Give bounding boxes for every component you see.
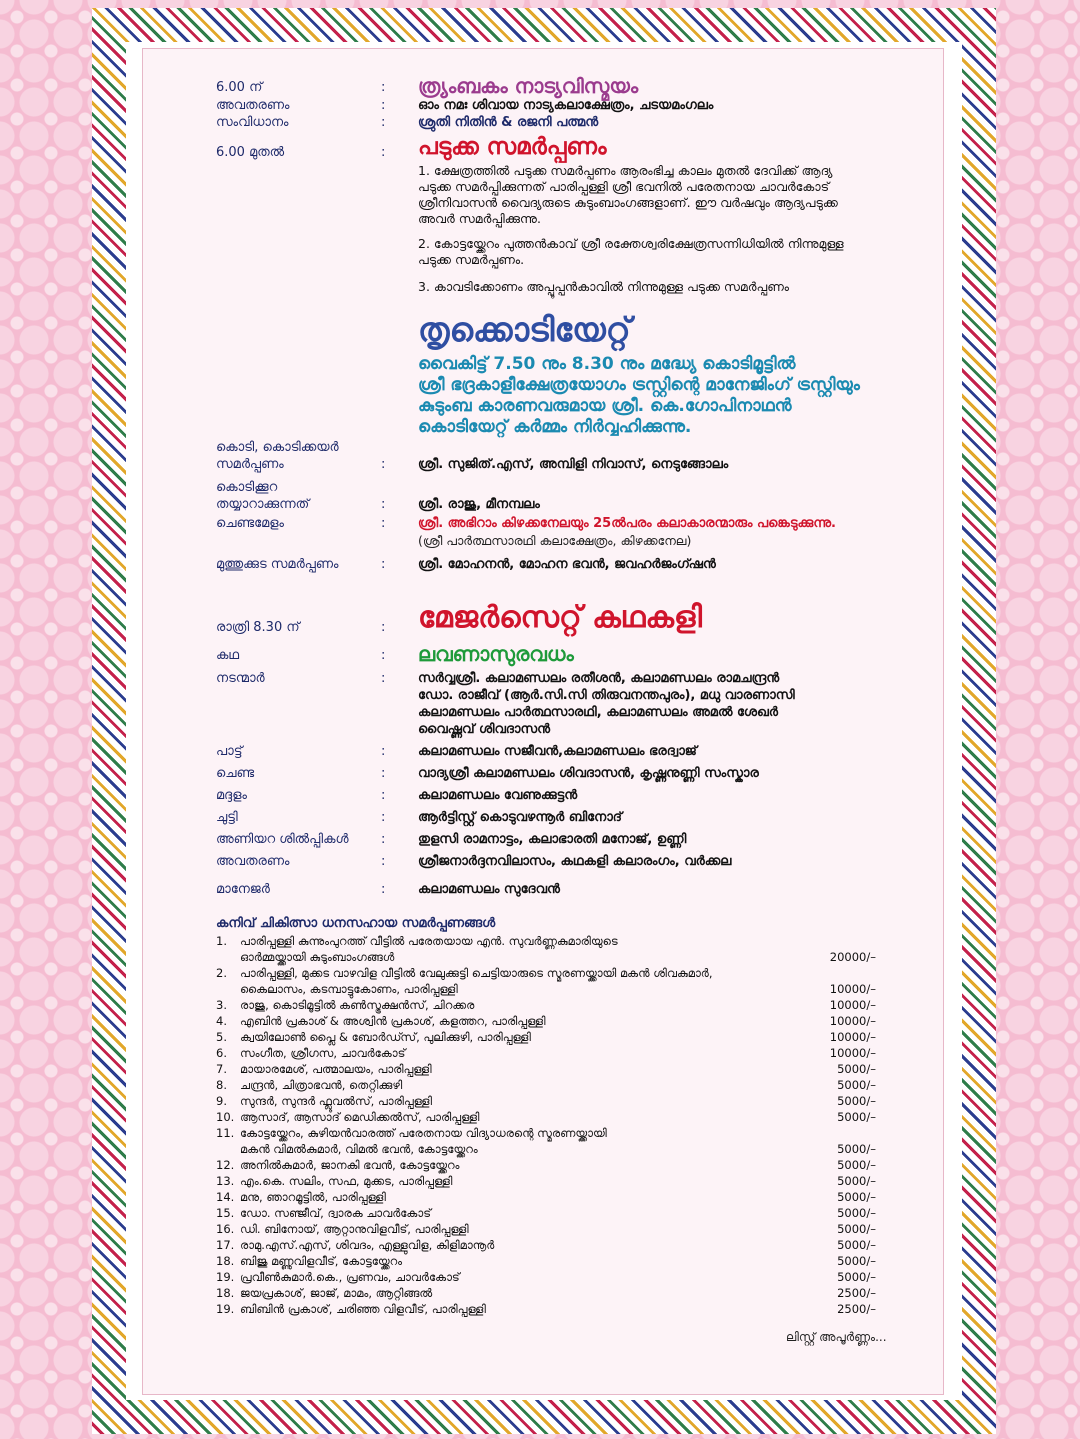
- event1-title: ത്ര്യംബകം നാട്യവിസ്മയം: [418, 74, 639, 98]
- colon: :: [381, 766, 386, 781]
- event1-row-value: ശ്രുതി നിതിൻ & രജനി പത്മൻ: [418, 115, 599, 130]
- donation-number: 3.: [216, 998, 227, 1012]
- donation-item: [216, 1077, 876, 1093]
- donation-item: [216, 1301, 876, 1317]
- padukka-item: 2. കോട്ടയ്ക്കേറം പുത്തൻകാവ് ശ്രീ രക്തേശ്വരിക്ഷേത്രസന്നിധിയിൽ നിന്നുമുള്ള പടുക്ക സമർപ്പണം.: [418, 236, 844, 267]
- event2-time: 6.00 മുതൽ: [216, 145, 285, 160]
- donation-donor: ഡോ. സഞ്ജീവ്, ദ്വാരക ചാവർകോട്: [240, 1206, 432, 1220]
- kathakali-row-value: ശ്രീജനാർദ്ദനവിലാസം, കഥകളി കലാരംഗം, വർക്കല: [418, 854, 732, 869]
- padukka-item: 3. കാവടിക്കോണം അപ്പൂപ്പൻകാവിൽ നിന്നുമുള്ള പടുക്ക സമർപ്പണം: [418, 279, 790, 294]
- colon: :: [381, 497, 386, 512]
- chendamelam-value: ശ്രീ. അഭിറാം കിഴക്കനേലയും 25ൽപരം കലാകാരന്മാരും പങ്കെടുക്കുന്നു.: [418, 516, 836, 531]
- donation-amount: 10000/–: [829, 1030, 876, 1044]
- colon: :: [381, 115, 386, 130]
- donation-item: [216, 1189, 876, 1205]
- donation-number: 5.: [216, 1030, 227, 1044]
- donation-amount: 2500/–: [837, 1302, 876, 1316]
- donation-item: [216, 1285, 876, 1301]
- donation-donor: മനു, ഞാറമൂട്ടിൽ, പാരിപ്പള്ളി: [240, 1190, 386, 1204]
- donation-item: [216, 1045, 876, 1061]
- colon: :: [381, 788, 386, 803]
- donation-number: 18.: [216, 1254, 235, 1268]
- donation-number: 10.: [216, 1110, 235, 1124]
- donation-item: [216, 1093, 876, 1109]
- donation-item: [216, 1253, 876, 1269]
- padukka-item: 1. ക്ഷേത്രത്തിൽ പടുക്ക സമർപ്പണം ആരംഭിച്ച കാലം മുതൽ ദേവിക്ക് ആദ്യ പടുക്ക സമർപ്പിക്കുന്നത് പാരിപ്പള്ളി ശ്രീ ഭവനിൽ പരേതനായ ചാവർകോട് ശ്രീനിവാസൻ വൈദ്യരുടെ കുടുംബാംഗങ്ങളാണ്. ഈ വർഷവും ആദ്യപടുക്ക അവർ സമർപ്പിക്കുന്നു.: [418, 163, 838, 226]
- donation-donor: രാജു, കൊടിമൂട്ടിൽ കൺസ്ട്രക്ഷൻസ്, ചിറക്കര: [240, 998, 475, 1012]
- kodiyettu-line: ശ്രീ ഭദ്രകാളീക്ഷേത്രയോഗം ട്രസ്റ്റിന്റെ മാനേജിംഗ് ട്രസ്റ്റിയും: [418, 375, 860, 395]
- kathakali-row-label: അവതരണം: [216, 854, 290, 869]
- kodiyettu-line: കുടുംബ കാരണവരുമായ ശ്രീ. കെ.ഗോപിനാഥൻ: [418, 396, 792, 416]
- event1-row-label: അവതരണം: [216, 98, 290, 113]
- event2-title: പടുക്ക സമർപ്പണം: [418, 134, 607, 160]
- colon: :: [381, 98, 386, 113]
- donation-amount: 10000/–: [829, 1014, 876, 1028]
- donation-number: 16.: [216, 1222, 235, 1236]
- kathakali-time: രാത്രി 8.30 ന്: [216, 620, 300, 635]
- donation-donor: ആസാദ്, ആസാദ് മെഡിക്കൽസ്, പാരിപ്പള്ളി: [240, 1110, 480, 1124]
- donation-number: 6.: [216, 1046, 227, 1060]
- donation-donor: എം.കെ. സലിം, സഫ, മുക്കട, പാരിപ്പള്ളി: [240, 1174, 453, 1188]
- donation-number: 4.: [216, 1014, 227, 1028]
- donation-donor: ബിബിൻ പ്രകാശ്, ചരിഞ്ഞ വിളവീട്, പാരിപ്പള്ളി: [240, 1302, 486, 1316]
- donation-number: 9.: [216, 1094, 227, 1108]
- nadanmar-line: സർവ്വശ്രീ. കലാമണ്ഡലം രതീശൻ, കലാമണ്ഡലം രാമചന്ദ്രൻ: [418, 671, 780, 686]
- katha-label: കഥ: [216, 648, 240, 663]
- kodiyettu-line: വൈകിട്ട് 7.50 നും 8.30 നും മദ്ധ്യേ കൊടിമൂട്ടിൽ: [418, 354, 796, 374]
- donation-donor: പാരിപ്പള്ളി കുന്നുംപുറത്ത് വീട്ടിൽ പരേതയായ എൻ. സുവർണ്ണകുമാരിയുടെ ഓർമ്മയ്ക്കായി കുടുംബാംഗങ്ങൾ: [240, 934, 618, 964]
- chendamelam-label: ചെണ്ടമേളം: [216, 516, 284, 531]
- donation-number: 19.: [216, 1270, 235, 1284]
- kodiyettu-line: കൊടിയേറ്റ് കർമ്മം നിർവ്വഹിക്കുന്നു.: [418, 417, 692, 437]
- donation-donor: എബിൻ പ്രകാശ് & അശ്വിൻ പ്രകാശ്, കളത്തറ, പാരിപ്പള്ളി: [240, 1014, 546, 1028]
- nadanmar-line: ഡോ. രാജീവ് (ആർ.സി.സി തിരുവനന്തപുരം), മധു വാരണാസി: [418, 688, 795, 703]
- donation-donor: അനിൽകുമാർ, ജാനകി ഭവൻ, കോട്ടയ്ക്കേറം: [240, 1158, 460, 1172]
- muthukkuda-value: ശ്രീ. മോഹനൻ, മോഹന ഭവൻ, ജവഹർജംഗ്ഷൻ: [418, 557, 716, 572]
- donation-amount: 10000/–: [829, 982, 876, 996]
- donation-amount: 5000/–: [837, 1078, 876, 1092]
- kodi-value: ശ്രീ. സുജിത്.എസ്, അമ്പിളി നിവാസ്, നെടുങ്ങോലം: [418, 457, 729, 472]
- donation-donor: സംഗീത, ശ്രീഗസ, ചാവർകോട്: [240, 1046, 406, 1060]
- nadanmar-label: നടന്മാർ: [216, 671, 265, 686]
- kodi-label: സമർപ്പണം: [216, 457, 284, 472]
- colon: :: [381, 744, 386, 759]
- donation-amount: 5000/–: [837, 1254, 876, 1268]
- donation-item: [216, 1125, 876, 1157]
- donation-donor: ഡി. ബിനോയ്, ആറ്റാനുവിളവീട്, പാരിപ്പള്ളി: [240, 1222, 469, 1236]
- donation-donor: മായാരമേശ്, പത്മാലയം, പാരിപ്പള്ളി: [240, 1062, 432, 1076]
- kathakali-title: മേജർസെറ്റ് കഥകളി: [418, 600, 702, 635]
- muthukkuda-label: മുത്തുക്കുട സമർപ്പണം: [216, 557, 339, 572]
- donation-number: 7.: [216, 1062, 227, 1076]
- donation-item: [216, 997, 876, 1013]
- donation-item: [216, 1013, 876, 1029]
- kathakali-row-label: ചെണ്ട: [216, 766, 255, 781]
- kathakali-row-label: അണിയറ ശിൽപ്പികൾ: [216, 832, 349, 847]
- kathakali-row-label: ചുട്ടി: [216, 810, 238, 825]
- donation-number: 12.: [216, 1158, 235, 1172]
- kathakali-row-value: കലാമണ്ഡലം സുദേവൻ: [418, 882, 560, 897]
- donation-item: [216, 1205, 876, 1221]
- katha-value: ലവണാസുരവധം: [418, 642, 574, 666]
- donation-donor: രാമു.എസ്.എസ്, ശിവദം, എള്ളുവിള, കിളിമാനൂർ: [240, 1238, 495, 1252]
- colon: :: [381, 457, 386, 472]
- event1-time: 6.00 ന്: [216, 80, 263, 95]
- kodi-label: കൊടി, കൊടിക്കയർ: [216, 440, 339, 455]
- kathakali-row-label: മദ്ദളം: [216, 788, 247, 803]
- donation-number: 2.: [216, 966, 227, 980]
- donation-item: [216, 1157, 876, 1173]
- kathakali-row-value: വാദ്യശ്രീ കലാമണ്ഡലം ശിവദാസൻ, കൃഷ്ണനുണ്ണി സംസ്കാര: [418, 766, 759, 781]
- donation-amount: 5000/–: [837, 1110, 876, 1124]
- colon: :: [381, 516, 386, 531]
- event1-row-label: സംവിധാനം: [216, 115, 289, 130]
- kodikkoora-label: തയ്യാറാക്കുന്നത്: [216, 497, 310, 512]
- donation-amount: 20000/–: [829, 950, 876, 964]
- donation-amount: 5000/–: [837, 1094, 876, 1108]
- nadanmar-line: കലാമണ്ഡലം പാർത്ഥസാരഥി, കലാമണ്ഡലം അമൽ ശേഖർ: [418, 705, 778, 720]
- donation-amount: 5000/–: [837, 1190, 876, 1204]
- colon: :: [381, 854, 386, 869]
- donation-donor: ക്വയിലോൺ പ്ലൈ & ബോർഡ്സ്, പുലിക്കുഴി, പാരിപ്പള്ളി: [240, 1030, 531, 1044]
- colon: :: [381, 810, 386, 825]
- donation-item: [216, 1173, 876, 1189]
- colon: :: [381, 557, 386, 572]
- colon: :: [381, 620, 386, 635]
- colon: :: [381, 832, 386, 847]
- donation-number: 17.: [216, 1238, 235, 1252]
- colon: :: [381, 882, 386, 897]
- donation-amount: 5000/–: [837, 1174, 876, 1188]
- donation-item: [216, 1237, 876, 1253]
- donation-amount: 10000/–: [829, 998, 876, 1012]
- donation-item: [216, 1061, 876, 1077]
- donation-item: [216, 1029, 876, 1045]
- colon: :: [381, 80, 386, 95]
- donation-amount: 5000/–: [837, 1270, 876, 1284]
- colon: :: [381, 145, 386, 160]
- donation-number: 14.: [216, 1190, 235, 1204]
- colon: :: [381, 648, 386, 663]
- colon: :: [381, 671, 386, 686]
- donation-number: 15.: [216, 1206, 235, 1220]
- donation-donor: പാരിപ്പള്ളി, മുക്കട വാഴവിള വീട്ടിൽ വേലുക്കുട്ടി ചെട്ടിയാരുടെ സ്മരണയ്ക്കായി മകൻ ശിവകുമാർ, കൈലാസം, കടമ്പാട്ടുകോണം, പാരിപ്പള്ളി: [240, 966, 713, 996]
- kodikkoora-value: ശ്രീ. രാജു, മീനമ്പലം: [418, 497, 540, 512]
- donation-item: [216, 1109, 876, 1125]
- donation-amount: 5000/–: [837, 1206, 876, 1220]
- kathakali-row-value: ആർട്ടിസ്റ്റ് കൊടുവഴന്നൂർ ബിനോദ്: [418, 810, 622, 825]
- donation-donor: കോട്ടയ്ക്കേറം, കുഴിയൻവാരത്ത് പരേതനായ വിദ്യാധരന്റെ സ്മരണയ്ക്കായി മകൻ വിമൽകുമാർ, വിമൽ ഭവൻ, കോട്ടയ്ക്കേറം: [240, 1126, 607, 1156]
- donation-number: 1.: [216, 934, 227, 948]
- donation-amount: 5000/–: [837, 1142, 876, 1156]
- donation-item: [216, 1221, 876, 1237]
- donation-number: 8.: [216, 1078, 227, 1092]
- donation-number: 11.: [216, 1126, 235, 1140]
- donation-donor: ജയപ്രകാശ്, ജാജ്, മാമം, ആറ്റിങ്ങൽ: [240, 1286, 433, 1300]
- donation-donor: ബിജു മണ്ണുവിളവീട്, കോട്ടയ്ക്കേറം: [240, 1254, 403, 1268]
- donation-amount: 2500/–: [837, 1286, 876, 1300]
- kathakali-row-label: പാട്ട്: [216, 744, 243, 759]
- donation-amount: 5000/–: [837, 1158, 876, 1172]
- kathakali-row-label: മാനേജർ: [216, 882, 270, 897]
- donation-donor: സുന്ദർ, സുന്ദർ ഫ്ലൂവൽസ്, പാരിപ്പള്ളി: [240, 1094, 433, 1108]
- donation-item: [216, 1269, 876, 1285]
- donation-amount: 5000/–: [837, 1222, 876, 1236]
- nadanmar-line: വൈഷ്ണവ് ശിവദാസൻ: [418, 722, 551, 737]
- donations-heading: കനിവ് ചികിത്സാ ധനസഹായ സമർപ്പണങ്ങൾ: [216, 916, 496, 931]
- donation-amount: 10000/–: [829, 1046, 876, 1060]
- list-footer: ലിസ്റ്റ് അപൂർണ്ണം...: [786, 1330, 887, 1344]
- donation-item: [216, 933, 876, 965]
- event1-row-value: ഓം നമഃ ശിവായ നാട്യകലാക്ഷേത്രം, ചടയമംഗലം: [418, 98, 714, 113]
- kathakali-row-value: കലാമണ്ഡലം സജീവൻ,കലാമണ്ഡലം ഭരദ്വാജ്: [418, 744, 697, 759]
- donation-amount: 5000/–: [837, 1238, 876, 1252]
- donation-donor: പ്രവീൺകുമാർ.കെ., പ്രണവം, ചാവർകോട്: [240, 1270, 460, 1284]
- donation-item: [216, 965, 876, 997]
- donation-donor: ചന്ദ്രൻ, ചിത്രാഭവൻ, തെറ്റിക്കുഴി: [240, 1078, 403, 1092]
- donation-amount: 5000/–: [837, 1062, 876, 1076]
- donation-number: 19.: [216, 1302, 235, 1316]
- donation-number: 18.: [216, 1286, 235, 1300]
- kodiyettu-title: തൃക്കൊടിയേറ്റ്: [418, 310, 631, 349]
- kodikkoora-label: കൊടിക്കൂറ: [216, 480, 278, 495]
- chendamelam-note: (ശ്രീ പാർത്ഥസാരഥി കലാക്ഷേത്രം, കിഴക്കനേല): [418, 533, 692, 548]
- kathakali-row-value: കലാമണ്ഡലം വേണുക്കുട്ടൻ: [418, 788, 578, 803]
- kathakali-row-value: തുളസി രാമനാട്ടം, കലാഭാരതി മനോജ്, ഉണ്ണി: [418, 832, 687, 847]
- donation-number: 13.: [216, 1174, 235, 1188]
